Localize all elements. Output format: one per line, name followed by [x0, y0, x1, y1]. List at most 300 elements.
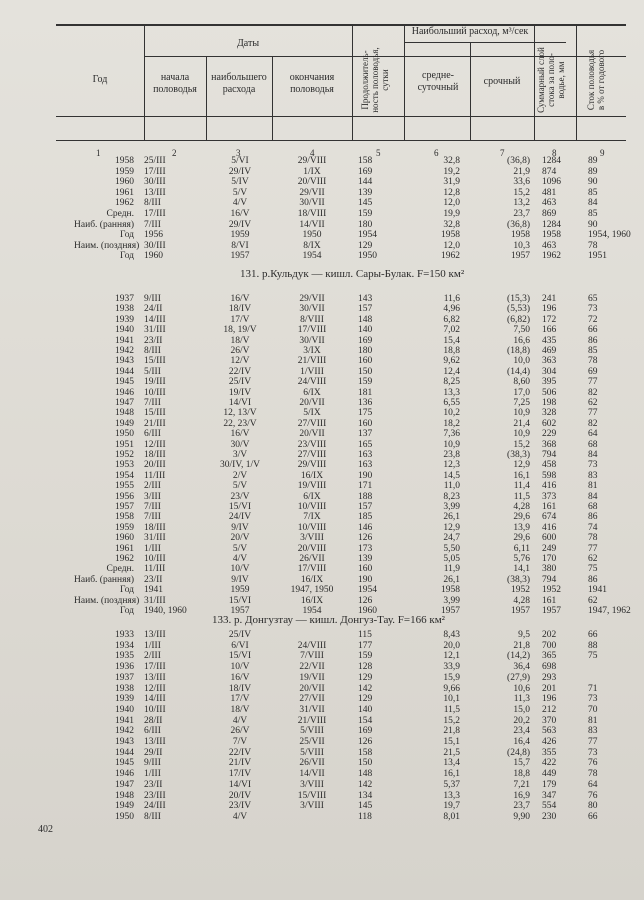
table-cell: 8,43 [443, 630, 460, 640]
table-cell: 73 [588, 694, 598, 705]
table-cell: 21,5 [443, 747, 460, 758]
table-cell: 7/III [144, 512, 161, 523]
table-cell: 1/III [144, 640, 161, 651]
table-cell: 163 [358, 460, 373, 471]
table-cell: 1957 [230, 251, 250, 262]
table-cell: 10/III [144, 704, 166, 715]
table-cell: 90 [588, 177, 598, 188]
table-cell: 71 [588, 683, 598, 694]
table-cell: 2/III [144, 481, 161, 492]
table-cell: 5,37 [443, 779, 460, 790]
column-number: 7 [500, 148, 505, 158]
table-cell: 17/III [144, 209, 166, 219]
col-divider [470, 42, 471, 140]
table-cell: 179 [542, 779, 557, 790]
table-cell: 30/VII [299, 198, 325, 209]
table-cell: 88 [588, 640, 598, 651]
table-cell: 33,6 [513, 177, 530, 188]
colnum-rule [56, 140, 626, 141]
table-cell: 190 [358, 470, 373, 481]
table-cell: 62 [588, 595, 598, 606]
table-cell: 150 [358, 758, 373, 769]
table-cell: 77 [588, 737, 598, 747]
table-cell: 4/V [232, 198, 248, 209]
table-cell: 24,7 [443, 533, 460, 544]
table-row [56, 737, 626, 747]
table-cell: 30/V [230, 439, 250, 450]
table-cell: 3,99 [443, 595, 460, 606]
table-cell: 24/VIII [297, 377, 327, 388]
table-row [56, 440, 626, 450]
table-cell: 85 [588, 346, 598, 356]
table-cell: 5/IV [231, 177, 249, 188]
table-cell: 86 [588, 574, 598, 585]
table-cell: 29/VIII [297, 460, 327, 471]
table-cell: 1943 [115, 737, 134, 747]
table-cell: 17/V [230, 694, 250, 705]
table-cell: 76 [588, 758, 598, 769]
table-cell: 1950 [115, 429, 134, 440]
table-cell: 31/III [144, 595, 166, 606]
table-cell: 2/III [144, 651, 161, 662]
table-cell: 25/IV [228, 377, 252, 388]
table-row [56, 241, 626, 251]
table-cell: 11,5 [443, 704, 460, 715]
col-divider [576, 24, 577, 140]
table-cell: 21/VIII [297, 715, 327, 726]
table-cell: 20/VIII [297, 543, 327, 554]
table-cell: 8,25 [443, 377, 460, 388]
table-cell: 1962 [441, 251, 460, 262]
table-cell: 148 [358, 314, 373, 325]
table-cell: 1954 [358, 585, 377, 596]
table-cell: 463 [542, 198, 557, 209]
table-cell: 82 [588, 387, 598, 398]
table-cell: 1951 [588, 251, 607, 262]
table-cell: 794 [542, 574, 557, 585]
table-cell: 13/III [144, 187, 166, 198]
table-cell: 23,4 [513, 726, 530, 737]
table-cell: 1937 [115, 294, 134, 304]
table-cell: 14/VI [228, 779, 252, 790]
table-cell: 29/VII [299, 294, 325, 304]
table-cell: 373 [542, 491, 557, 502]
table-cell: 72 [588, 314, 598, 325]
table-cell: 23/III [144, 790, 166, 801]
table-cell: 89 [588, 166, 598, 177]
table-cell: 159 [358, 377, 373, 388]
table-cell: 8,60 [513, 377, 530, 388]
table-cell: 70 [588, 704, 598, 715]
column-number: 8 [552, 148, 557, 158]
table-cell: 674 [542, 512, 557, 523]
table-cell: 1958 [511, 230, 530, 241]
table-cell: 1/VIII [300, 366, 324, 377]
table-row [56, 812, 626, 822]
table-cell: 154 [358, 715, 373, 726]
table-cell: 1949 [115, 801, 134, 812]
table-cell: 1959 [115, 522, 134, 533]
table-cell: 17/III [144, 662, 166, 673]
table-cell: 1942 [115, 726, 134, 737]
table-cell: 29/IV [228, 166, 252, 177]
table-cell: 1946 [115, 387, 134, 398]
table-row [56, 769, 626, 779]
table-cell: 395 [542, 377, 557, 388]
table-cell: 12,3 [443, 460, 460, 471]
table-cell: 10,9 [513, 408, 530, 419]
table-cell: 3/III [144, 491, 161, 502]
table-cell: 1948 [115, 790, 134, 801]
table-cell: 142 [358, 683, 373, 694]
table-cell: 11,6 [443, 294, 460, 304]
table-cell: 1957 [115, 502, 134, 512]
table-cell: 1958 [115, 512, 134, 523]
table-cell: 19/IV [228, 387, 252, 398]
table-cell: 10/III [144, 387, 166, 398]
table-cell: 129 [358, 694, 373, 705]
table-cell: 180 [358, 346, 373, 356]
table-cell: 64 [588, 429, 598, 440]
table-cell: 77 [588, 543, 598, 554]
table-cell: 118 [358, 811, 372, 822]
column-number: 1 [96, 148, 101, 158]
table-cell: 81 [588, 481, 598, 492]
table-cell: 16,6 [513, 335, 530, 346]
table-cell: 4,28 [513, 502, 530, 512]
table-cell: 137 [358, 429, 373, 440]
table-cell: 23/IV [228, 801, 252, 812]
table-cell: 150 [358, 366, 373, 377]
table-row [56, 398, 626, 408]
table-cell: 144 [358, 177, 373, 188]
table-cell: 14/VI [228, 398, 252, 408]
table-cell: 18/V [230, 335, 250, 346]
table-cell: 158 [358, 156, 373, 166]
table-cell: 171 [358, 481, 373, 492]
table-cell: 22/VII [299, 662, 325, 673]
table-cell: 1950 [358, 251, 377, 262]
table-row [56, 554, 626, 564]
table-row [56, 564, 626, 574]
table-cell: 4,28 [513, 595, 530, 606]
table-cell: 1934 [115, 640, 134, 651]
table-cell: 19/VIII [297, 481, 327, 492]
table-row [56, 481, 626, 491]
table-cell: 64 [588, 779, 598, 790]
table-cell: 1957 [511, 606, 530, 616]
header-urgent: срочный [483, 76, 521, 87]
table-cell: 13,3 [443, 387, 460, 398]
table-cell: 5/VI [231, 156, 249, 166]
table-cell: 140 [358, 704, 373, 715]
table-cell: 15,1 [443, 737, 460, 747]
table-cell: 29/VII [299, 187, 325, 198]
header-peak: наибольшего расхода [211, 72, 267, 95]
table-row [56, 198, 626, 208]
table-cell: 1961 [115, 543, 134, 554]
table-cell: 21/III [144, 418, 166, 429]
table-cell: 481 [542, 187, 557, 198]
table-cell: 598 [542, 470, 557, 481]
column-number: 6 [434, 148, 439, 158]
table-cell: 1944 [115, 366, 134, 377]
table-cell: 157 [358, 502, 373, 512]
table-cell: 8/VIII [300, 314, 324, 325]
table-cell: 180 [358, 219, 373, 230]
table-row [56, 673, 626, 683]
table-cell: 10/III [144, 554, 166, 564]
table-row [56, 177, 626, 187]
table-cell: 1959 [230, 585, 250, 596]
table-cell: 1953 [115, 460, 134, 471]
table-cell: 9/III [144, 758, 161, 769]
table-cell: 21/IV [228, 758, 252, 769]
table-cell: 32,8 [443, 219, 460, 230]
table-cell: 7/III [144, 502, 161, 512]
table-cell: Наиб. (ранняя) [74, 219, 134, 230]
table-cell: 229 [542, 429, 557, 440]
table-cell: 1947 [115, 398, 134, 408]
table-cell: 23,7 [513, 801, 530, 812]
table-cell: 163 [358, 450, 373, 460]
table-cell: 18/III [144, 522, 166, 533]
table-cell: 5,05 [443, 554, 460, 564]
table-row [56, 188, 626, 198]
table-cell: 65 [588, 294, 598, 304]
table-row [56, 315, 626, 325]
table-cell: 161 [542, 502, 557, 512]
table-cell: 1960 [115, 177, 134, 188]
table-cell: 14/VII [299, 219, 325, 230]
table-cell: 449 [542, 769, 557, 780]
table-cell: Наим. (поздняя) [74, 240, 140, 251]
table-cell: 160 [358, 564, 373, 575]
table-cell: 23/VIII [297, 439, 327, 450]
table-cell: 6,55 [443, 398, 460, 408]
table-cell: 368 [542, 439, 557, 450]
table-cell: 1962 [542, 251, 561, 262]
table-cell: 12/V [230, 356, 250, 367]
table-cell: 188 [358, 491, 373, 502]
table-cell: 1/IX [303, 166, 321, 177]
table-row [56, 460, 626, 470]
table-row [56, 419, 626, 429]
table-cell: 1945 [115, 377, 134, 388]
table-cell: 78 [588, 356, 598, 367]
table-row [56, 801, 626, 811]
table-cell: 82 [588, 418, 598, 429]
table-cell: 6/III [144, 726, 161, 737]
table-cell: 5,76 [513, 554, 530, 564]
table-cell: 25/III [144, 156, 166, 166]
table-row [56, 523, 626, 533]
table-cell: 15/VI [228, 595, 252, 606]
table-cell: 8/III [144, 811, 161, 822]
table-cell: 16/IX [300, 574, 324, 585]
table-row [56, 705, 626, 715]
table-cell: 27/VIII [297, 418, 327, 429]
table-cell: 1952 [542, 585, 561, 596]
table-cell: 422 [542, 758, 557, 769]
table-row [56, 651, 626, 661]
table-cell: 28/II [144, 715, 163, 726]
table-cell: 201 [542, 683, 557, 694]
table-cell: 370 [542, 715, 557, 726]
table-cell: Наим. (поздняя) [74, 595, 140, 606]
table-cell: 20/VII [299, 429, 325, 440]
table-cell: 1956 [144, 230, 163, 241]
table-cell: 12,4 [443, 366, 460, 377]
header-daily: средне-суточный [417, 70, 459, 93]
table-cell: 1936 [115, 662, 134, 673]
table-cell: 12,8 [443, 187, 460, 198]
table-row [56, 791, 626, 801]
table-cell: 328 [542, 408, 557, 419]
table-row [56, 575, 626, 585]
table-cell: 1939 [115, 314, 134, 325]
table-row [56, 336, 626, 346]
col-divider [404, 24, 405, 140]
table-cell: 1958 [115, 156, 134, 166]
table-cell: 22, 23/V [223, 418, 257, 429]
table-cell: 1940, 1960 [144, 606, 187, 616]
table-cell: 23/II [144, 335, 163, 346]
table-cell: 7,25 [513, 398, 530, 408]
table-row [56, 408, 626, 418]
table-cell: 18/V [230, 704, 250, 715]
table-cell: 11/III [144, 564, 166, 575]
table-cell: 12,0 [443, 198, 460, 209]
table-cell: 463 [542, 240, 557, 251]
table-cell: 190 [358, 574, 373, 585]
table-cell: (38,3) [507, 450, 530, 460]
table-cell: 1941 [588, 585, 607, 596]
table-cell: 160 [358, 356, 373, 367]
table-cell: 15/VI [228, 502, 252, 512]
table-row [56, 450, 626, 460]
table-cell: 1947, 1950 [290, 585, 334, 596]
table-cell: 11,4 [513, 481, 530, 492]
table-cell: 14/III [144, 694, 166, 705]
table-cell: 4/V [232, 715, 248, 726]
table-cell: 23/II [144, 779, 163, 790]
table-cell: 18,8 [443, 346, 460, 356]
table-cell: 15,0 [513, 704, 530, 715]
table-row [56, 167, 626, 177]
table-cell: 16/V [230, 294, 250, 304]
table-cell: 136 [358, 398, 373, 408]
table-cell: (5,53) [507, 304, 530, 315]
table-cell: 196 [542, 694, 557, 705]
table-cell: 29,6 [513, 512, 530, 523]
table-cell: 29/II [144, 747, 163, 758]
table-cell: Средн. [106, 564, 134, 575]
table-cell: 6/VI [231, 640, 249, 651]
table-cell: 24/VIII [297, 640, 327, 651]
table-cell: 4/V [232, 554, 248, 564]
table-cell: 794 [542, 450, 557, 460]
table-cell: 1946 [115, 769, 134, 780]
table-cell: 77 [588, 377, 598, 388]
table-cell: 21,8 [443, 726, 460, 737]
table-cell: 66 [588, 325, 598, 336]
table-row [56, 304, 626, 314]
table-cell: 11,5 [513, 491, 530, 502]
table-cell: 5/IX [303, 408, 321, 419]
table-cell: 1957 [441, 606, 460, 616]
table-cell: 27/VII [299, 694, 325, 705]
table-cell: 20/VIII [297, 177, 327, 188]
table-cell: 68 [588, 502, 598, 512]
table-cell: 9,90 [513, 811, 530, 822]
table-cell: 9,66 [443, 683, 460, 694]
table-cell: 160 [358, 418, 373, 429]
table-cell: 126 [358, 595, 373, 606]
table-cell: Год [120, 606, 134, 616]
table-cell: 1948 [115, 408, 134, 419]
table-cell: 12/III [144, 439, 166, 450]
table-row [56, 429, 626, 439]
table-cell: 1937 [115, 672, 134, 683]
table-cell: 9/IV [231, 574, 249, 585]
table-cell: 15/III [144, 356, 166, 367]
header-dates: Даты [236, 38, 260, 49]
page-number: 402 [38, 824, 53, 835]
table-row [56, 726, 626, 736]
section-title: 131. р.Кульдук — кишл. Сары-Булак. F=150 км² [240, 268, 465, 280]
table-row [56, 388, 626, 398]
table-cell: 13/III [144, 630, 166, 640]
header-maxflow: Наибольший расход, м³/сек [411, 26, 529, 37]
table-cell: 5/V [232, 187, 248, 198]
table-cell: 26/VII [299, 554, 325, 564]
table-cell: 165 [358, 439, 373, 450]
table-cell: 175 [358, 408, 373, 419]
table-cell: 9/III [144, 294, 161, 304]
table-cell: 31,9 [443, 177, 460, 188]
header-runoff: Сток половодья в % от годового [586, 49, 606, 111]
table-cell: (24,8) [507, 747, 530, 758]
table-cell: 17/VIII [297, 564, 327, 575]
table-cell: 89 [588, 156, 598, 166]
table-cell: 86 [588, 335, 598, 346]
table-cell: 68 [588, 439, 598, 450]
table-cell: (6,82) [507, 314, 530, 325]
table-cell: 1954, 1960 [588, 230, 631, 241]
table-cell: 16,1 [513, 470, 530, 481]
header-layer: Суммарный слой стока за поло- водье, мм [536, 47, 566, 113]
column-number: 4 [310, 148, 315, 158]
table-cell: 23,7 [513, 209, 530, 219]
table-cell: 212 [542, 704, 557, 715]
table-cell: 1284 [542, 156, 561, 166]
table-cell: 1945 [115, 758, 134, 769]
table-cell: (27,9) [507, 672, 530, 683]
col-divider [352, 24, 353, 140]
table-cell: 11,9 [443, 564, 460, 575]
table-cell: 1958 [542, 230, 561, 241]
table-cell: 177 [358, 640, 373, 651]
header-duration: Продолжитель- ность половодья, сутки [360, 47, 390, 113]
table-cell: 9/IV [231, 522, 249, 533]
table-cell: 602 [542, 418, 557, 429]
table-cell: 14/III [144, 314, 166, 325]
table-cell: 18,2 [443, 418, 460, 429]
table-cell: 1943 [115, 356, 134, 367]
table-cell: 158 [358, 747, 373, 758]
table-cell: 145 [358, 801, 373, 812]
